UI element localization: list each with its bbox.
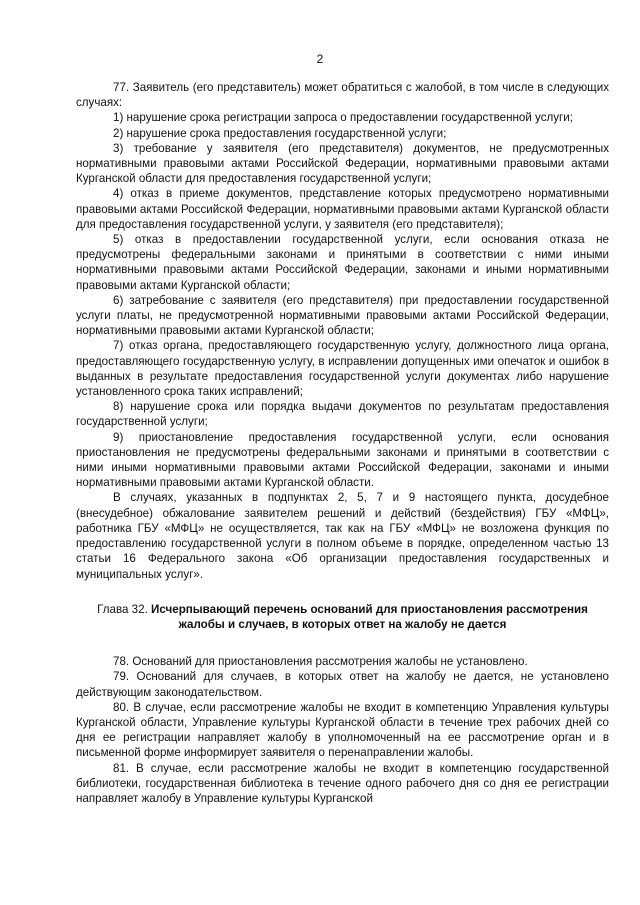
- chapter-heading: [76, 602, 609, 632]
- list-item-4: 4) отказ в приеме документов, представление которых предусмотрено нормативными правовыми актами Российской Федерации, нормативными правовыми актами Курганской области для предоставления государственной услуги, у заявителя (его представителя);: [76, 187, 609, 231]
- chapter-prefix: Глава 32.: [97, 602, 152, 616]
- list-item-5: 5) отказ в предоставлении государственной услуги, если основания отказа не предусмотрены федеральными законами и принятыми в соответствии с ними иными нормативными правовыми актами Российской Федерации, законами и иными нормативными правовыми актами Курганской области;: [76, 233, 609, 292]
- page-number: 2: [316, 52, 324, 66]
- paragraph-80: 80. В случае, если рассмотрение жалобы не входит в компетенцию Управления культуры Курганской области, Управление культуры Курганской области в течение трех рабочих дней со дня ее регистрации направляет жалобу в уполномоченный на ее рассмотрение орган и в письменной форме информирует заявителя о перенаправлении жалобы.: [76, 700, 609, 760]
- list-item-7: 7) отказ органа, предоставляющего государственную услугу, должностного лица органа, предоставляющего государственную услугу, в исправлении допущенных ими опечаток и ошибок в выданных в результате предоставления государственной услуги документах либо нарушение установленного срока таких исправлений;: [76, 339, 609, 399]
- list-item-8: 8) нарушение срока или порядка выдачи документов по результатам предоставления государственной услуги;: [76, 400, 609, 429]
- list-item-3: 3) требование у заявителя (его представителя) документов, не предусмотренных нормативными правовыми актами Российской Федерации, нормативными правовыми актами Курганской области для предоставления государственной услуги;: [76, 141, 609, 186]
- list-item-2: 2) нарушение срока предоставления государственной услуги;: [113, 126, 447, 140]
- list-item-1: 1) нарушение срока регистрации запроса о предоставлении государственной услуги;: [113, 111, 573, 125]
- chapter-title: Исчерпывающий перечень оснований для приостановления рассмотрения жалобы и случаев, в которых ответ на жалобу не дается: [151, 602, 588, 631]
- paragraph-77: 77. Заявитель (его представитель) может обратиться с жалобой, в том числе в следующих случаях:: [76, 81, 609, 110]
- paragraph-78: 78. Оснований для приостановления рассмотрения жалобы не установлено.: [113, 655, 528, 669]
- list-item-9: 9) приостановление предоставления государственной услуги, если основания приостановления не предусмотрены федеральными законами и принятыми в соответствии с ними иными нормативными правовыми актами Российской Федерации, законами и иными нормативными правовыми актами Курганской области.: [76, 430, 609, 490]
- paragraph-81: 81. В случае, если рассмотрение жалобы не входит в компетенцию государственной библиотеки, государственная библиотека в течение одного рабочего дня со дня ее регистрации направляет жалобу в Управление культуры Курганской: [76, 761, 609, 805]
- paragraph-79: 79. Оснований для случаев, в которых ответ на жалобу не дается, не установлено действующим законодательством.: [76, 670, 609, 699]
- paragraph-mfc-note: В случаях, указанных в подпунктах 2, 5, 7 и 9 настоящего пункта, досудебное (внесудебное) обжалование заявителем решений и действий (бездействия) ГБУ «МФЦ», работника ГБУ «МФЦ» не осуществляется, так как на ГБУ «МФЦ» не возложена функция по предоставлению государственной услуги в полном объеме в порядке, определенном частью 13 статьи 16 Федерального закона «Об организации предоставления государственных и муниципальных услуг».: [76, 491, 609, 581]
- list-item-6: 6) затребование с заявителя (его представителя) при предоставлении государственной услуги платы, не предусмотренной нормативными правовыми актами Российской Федерации, нормативными правовыми актами Курганской области;: [76, 293, 609, 338]
- document-body: [76, 80, 609, 806]
